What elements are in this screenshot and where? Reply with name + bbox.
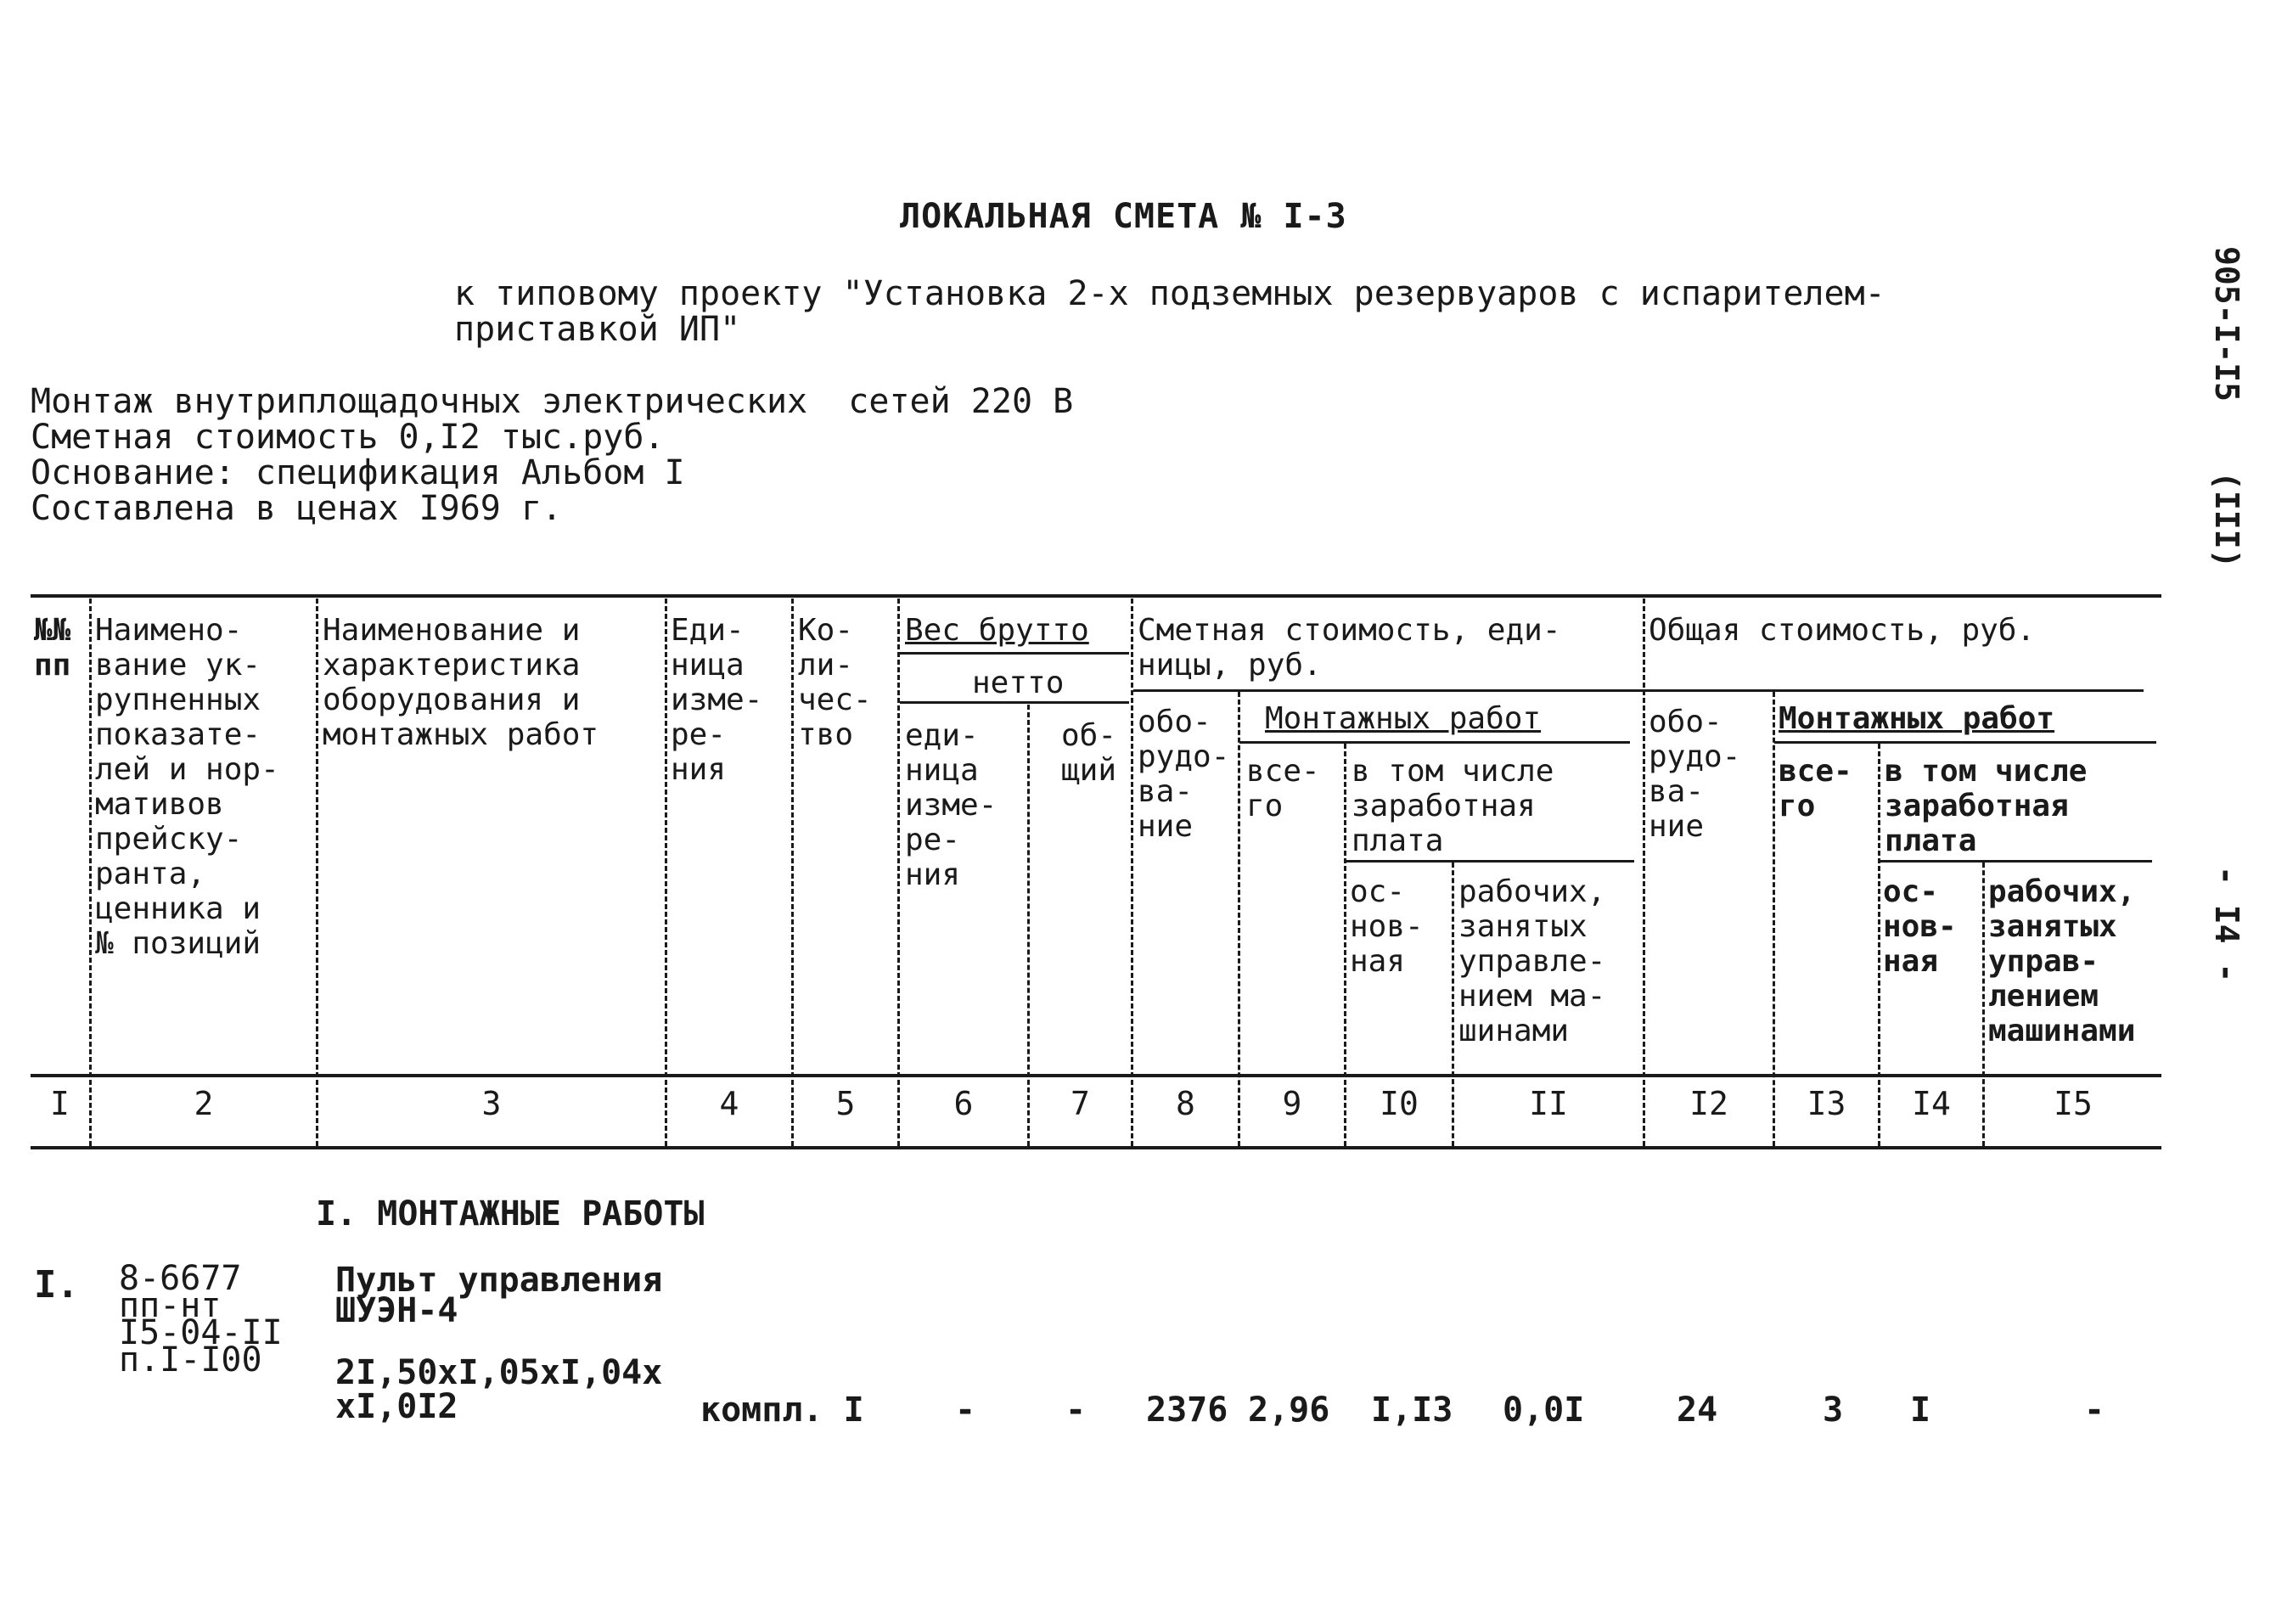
hdr-col1: №№ пп bbox=[34, 613, 71, 683]
table-top-rule bbox=[31, 594, 2161, 598]
colnum-5: 5 bbox=[835, 1085, 856, 1122]
vrule-3 bbox=[665, 598, 667, 1146]
row1-cost-wage-machines: 0,0I bbox=[1503, 1391, 1585, 1430]
row1-total-equipment: 24 bbox=[1677, 1391, 1718, 1430]
row1-code: 8-6677 пп-нт I5-04-II п.I-I00 bbox=[119, 1259, 283, 1380]
rule-incl2-sub bbox=[1880, 860, 2152, 863]
vrule-5 bbox=[897, 598, 900, 1146]
colnum-6: 6 bbox=[953, 1085, 974, 1122]
side-volume-mark: (III) bbox=[2208, 471, 2245, 569]
hdr-col10: ос- нов- ная bbox=[1350, 874, 1424, 979]
vrule-1 bbox=[89, 598, 92, 1146]
side-project-code: 905-I-I5 bbox=[2208, 246, 2245, 402]
row1-formula: 2I,50хI,05хI,04х хI,0I2 bbox=[335, 1353, 663, 1426]
colnum-14: I4 bbox=[1912, 1085, 1951, 1122]
vrule-4 bbox=[791, 598, 794, 1146]
row1-total-wage-machines: - bbox=[2084, 1391, 2105, 1430]
rule-incl1-sub bbox=[1346, 860, 1634, 863]
table-colnum-bottom-rule bbox=[31, 1146, 2161, 1149]
row1-weight-total: - bbox=[1065, 1391, 1087, 1430]
hdr-total-cost: Общая стоимость, руб. bbox=[1649, 613, 2036, 648]
row1-number: I. bbox=[34, 1263, 79, 1307]
hdr-weight-netto: нетто bbox=[972, 666, 1065, 700]
colnum-4: 4 bbox=[719, 1085, 739, 1122]
hdr-col5: Ко- ли- чес- тво bbox=[798, 613, 872, 752]
colnum-3: 3 bbox=[481, 1085, 502, 1122]
hdr-montage-total: Монтажных работ bbox=[1779, 701, 2055, 736]
hdr-col2: Наимено- вание ук- рупненных показате- лей и нор- мативов прейску- ранта, ценника и № позиций bbox=[95, 613, 279, 961]
row1-total-wage-basic: I bbox=[1910, 1391, 1931, 1430]
hdr-col14: ос- нов- ная bbox=[1883, 874, 1957, 979]
table-header-bottom-rule bbox=[31, 1074, 2161, 1077]
vrule-2 bbox=[316, 598, 318, 1146]
project-subtitle-line1: к типовому проекту "Установка 2-х подземных резервуаров с испарителем- bbox=[454, 274, 1885, 313]
rule-netto-sub bbox=[900, 701, 1129, 704]
vrule-11 bbox=[1643, 598, 1645, 1146]
hdr-weight-brutto: Вес брутто bbox=[905, 613, 1089, 648]
colnum-10: I0 bbox=[1380, 1085, 1419, 1122]
vrule-12 bbox=[1773, 692, 1775, 1146]
colnum-8: 8 bbox=[1176, 1085, 1195, 1122]
hdr-col9: все- го bbox=[1246, 754, 1320, 823]
row1-weight-unit: - bbox=[955, 1391, 976, 1430]
colnum-2: 2 bbox=[194, 1085, 214, 1122]
colnum-12: I2 bbox=[1689, 1085, 1728, 1122]
meta-work-description: Монтаж внутриплощадочных электрических сетей 220 В bbox=[31, 382, 1074, 421]
project-subtitle-line2: приставкой ИП" bbox=[454, 310, 741, 349]
row1-cost-wage-basic: I,I3 bbox=[1371, 1391, 1453, 1430]
meta-basis: Основание: спецификация Альбом I bbox=[31, 453, 685, 492]
colnum-13: I3 bbox=[1807, 1085, 1846, 1122]
document-title: ЛОКАЛЬНАЯ СМЕТА № I-3 bbox=[900, 197, 1347, 236]
row1-cost-equipment: 2376 bbox=[1146, 1391, 1228, 1430]
rule-weight-netto bbox=[900, 652, 1129, 655]
hdr-col13: все- го bbox=[1779, 754, 1852, 823]
colnum-1: I bbox=[50, 1085, 70, 1122]
hdr-montage-unit: Монтажных работ bbox=[1265, 701, 1542, 736]
rule-montage1-sub bbox=[1239, 741, 1630, 744]
hdr-incl-total: в том числе заработная плата bbox=[1885, 754, 2088, 858]
vrule-6 bbox=[1027, 705, 1030, 1146]
hdr-col12: обо- рудо- ва- ние bbox=[1649, 705, 1741, 844]
row1-unit: компл. I bbox=[700, 1391, 864, 1430]
hdr-col11: рабочих, занятых управле- нием ма- шинами bbox=[1458, 874, 1606, 1048]
hdr-unit-cost: Сметная стоимость, еди- ницы, руб. bbox=[1138, 613, 1561, 683]
section-title: I. МОНТАЖНЫЕ РАБОТЫ bbox=[316, 1194, 705, 1233]
hdr-col3: Наименование и характеристика оборудования и монтажных работ bbox=[323, 613, 599, 752]
meta-price-year: Составлена в ценах I969 г. bbox=[31, 489, 563, 528]
colnum-15: I5 bbox=[2054, 1085, 2093, 1122]
hdr-col6: еди- ница изме- ре- ния bbox=[905, 718, 998, 892]
colnum-11: II bbox=[1529, 1085, 1568, 1122]
side-page-number: - I4 - bbox=[2208, 866, 2245, 983]
hdr-col4: Еди- ница изме- ре- ния bbox=[671, 613, 763, 787]
row1-cost-montage: 2,96 bbox=[1248, 1391, 1330, 1430]
hdr-col15: рабочих, занятых управ- лением машинами bbox=[1988, 874, 2136, 1048]
colnum-7: 7 bbox=[1071, 1085, 1090, 1122]
vrule-7 bbox=[1131, 598, 1133, 1146]
hdr-incl-unit: в том числе заработная плата bbox=[1352, 754, 1554, 858]
vrule-8 bbox=[1238, 692, 1240, 1146]
colnum-9: 9 bbox=[1282, 1085, 1302, 1122]
hdr-col7: об- щий bbox=[1061, 718, 1117, 788]
row1-total-montage: 3 bbox=[1823, 1391, 1844, 1430]
rule-montage2-sub bbox=[1774, 741, 2156, 744]
row1-name: Пульт управления ШУЭН-4 bbox=[335, 1261, 663, 1330]
rule-unitcost-sub bbox=[1133, 689, 2144, 692]
hdr-col8: обо- рудо- ва- ние bbox=[1138, 705, 1230, 844]
meta-estimated-cost: Сметная стоимость 0,I2 тыс.руб. bbox=[31, 418, 665, 457]
